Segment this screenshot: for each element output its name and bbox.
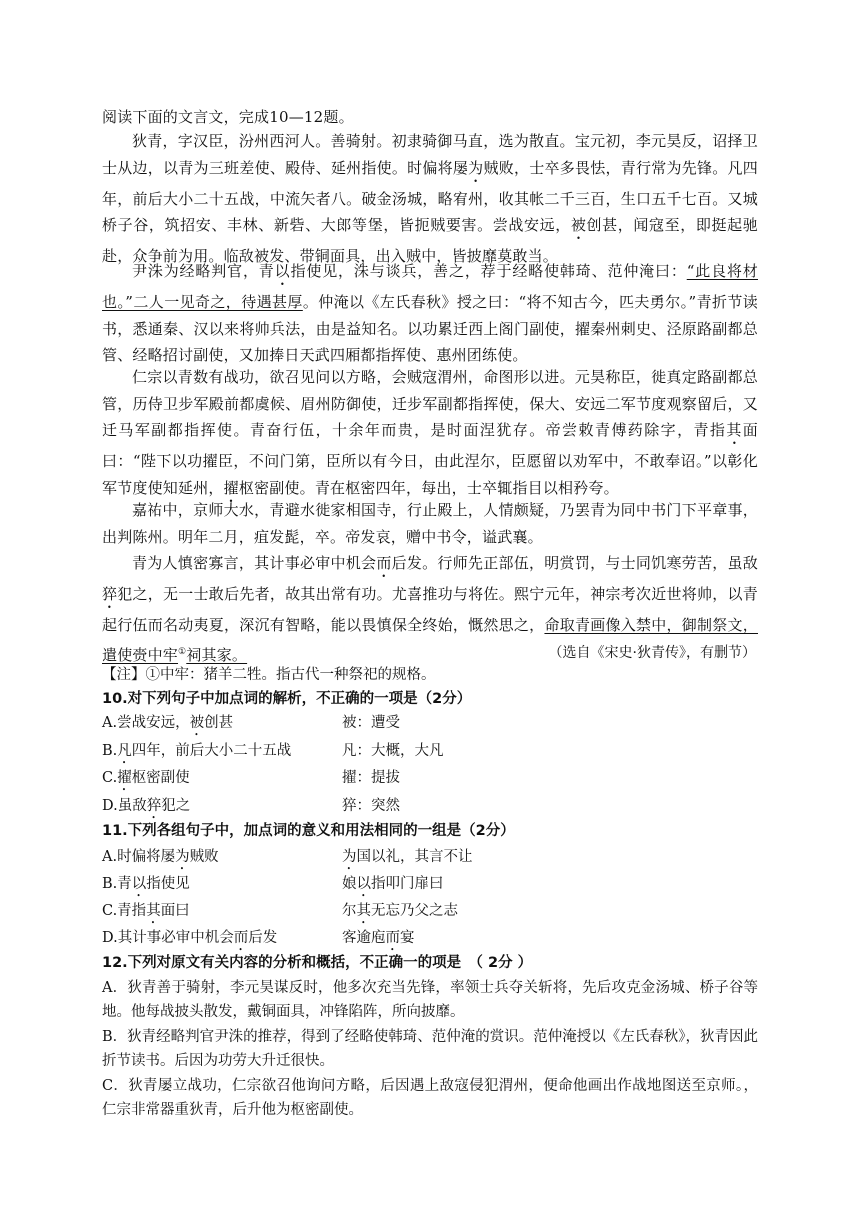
underlined-sentence: “此良将材也。”二人一见奇之，待遇甚厚 (102, 262, 758, 311)
underlined-sentence: 命取青画像入禁中，御制祭文，遣使赍中牢 (102, 616, 758, 664)
question-12-title: 12.下列对原文有关内容的分析和概括，不正确一的项是 （ 2分 ） (102, 955, 533, 971)
dotted-word: 其 (726, 421, 743, 439)
dotted-word: 为 (468, 158, 484, 177)
question-12-option-c[interactable]: C．狄青屡立战功，仁宗欲召他询问方略，后因遇上敌寇侵犯渭州，便命他画出作战地图送至京师。，仁宗非常器重狄青，后升他为枢密副使。 (102, 1078, 758, 1118)
question-10-title: 10.对下列句子中加点词的解析，不正确的一项是（2分） (102, 691, 472, 707)
dotted-word: 而 (376, 554, 392, 572)
question-10-option-c[interactable]: C.擢枢密副使 擢：提拔 (102, 770, 400, 786)
question-11-option-c[interactable]: C.青指其面曰 尔其无忘乃父之志 (102, 903, 458, 919)
source-citation: （选自《宋史·狄青传》，有删节） (548, 645, 756, 661)
question-10-option-b[interactable]: B.凡四年，前后大小二十五战 凡：大概，大凡 (102, 743, 444, 759)
dotted-word: 猝 (102, 585, 118, 603)
passage-paragraph-1: 狄青，字汉臣，汾州西河人。善骑射。初隶骑御马直，选为散直。宝元初，李元昊反，诏择卫士从边，以青为三班差使、殿侍、延州指使。时偏将屡为贼败，士卒多畏怯，青行常为先锋。凡四年，前后大小二十五战，中流矢者八。破金汤城，略宥州，收其帐二千三百，生口五千七百。又城桥子谷，筑招安、丰林、新砦、大郎等堡，皆扼贼要害。尝战安远，被创甚，闻寇至，即挺起驰赴，众争前为用。临敌被发、带铜面具，出入贼中，皆披靡莫敢当。 (102, 132, 759, 265)
question-12-option-b[interactable]: B．狄青经略判官尹洙的推荐，得到了经略使韩琦、范仲淹的赏识。范仲淹授以《左氏春秋》，狄青因此折节读书。后因为功劳大升迁很快。 (102, 1029, 758, 1069)
question-10-option-a[interactable]: A.尝战安远，被创甚 被：遭受 (102, 715, 400, 731)
question-11-option-d[interactable]: D.其计事必审中机会而后发 客逾庖而宴 (102, 930, 415, 946)
footnote: 【注】①中牢：猪羊二牲。指古代一种祭祀的规格。 (102, 667, 436, 683)
question-12-option-a[interactable]: A．狄青善于骑射，李元昊谋反时，他多次充当先锋，率领士兵夺关斩将，先后攻克金汤城、桥子谷等地。他每战披头散发，戴铜面具，冲锋陷阵，所向披靡。 (102, 980, 758, 1020)
question-11-option-a[interactable]: A.时偏将屡为贼败 为国以礼，其言不让 (102, 849, 473, 865)
dotted-word: 擢 (223, 478, 239, 497)
question-11-title: 11.下列各组句子中，加点词的意义和用法相同的一组是（2分） (102, 823, 515, 839)
passage-paragraph-3: 仁宗以青数有战功，欲召见问以方略，会贼寇渭州，命图形以进。元昊称臣，徙真定路副都总管，历侍卫步军殿前都虞候、眉州防御使，迁步军副都指挥使，保大、安远二军节度观察留后，又迁马军副都指挥使。青奋行伍，十余年而贵，是时面涅犹存。帝尝敕青傅药除字，青指其面曰：“陛下以功擢臣，不问门第，臣所以有今日，由此涅尔，臣愿留以劝军中，不敢奉诏。”以彰化军节度使知延州，擢枢密副使。青在枢密四年，每出，士卒辄指目以相矜夸。 (102, 368, 758, 497)
reading-instruction: 阅读下面的文言文，完成10—12题。 (102, 108, 354, 126)
question-11-option-b[interactable]: B.青以指使见 娘以指叩门扉曰 (102, 876, 444, 892)
question-10-option-d[interactable]: D.虽敌猝犯之 猝：突然 (102, 798, 400, 814)
passage-paragraph-5: 青为人慎密寡言，其计事必审中机会而后发。行师先正部伍，明赏罚，与士同饥寒劳苦，虽敌猝犯之，无一士敢后先者，故其出常有功。尤喜推功与将佐。熙宁元年，神宗考次近世将帅，以青起行伍而名动夷夏，深沉有智略，能以畏慎保全终始，慨然思之，命取青画像入禁中，御制祭文，遣使赍中牢①祠其家。 (102, 554, 759, 664)
dotted-word: 以 (274, 262, 291, 280)
passage-paragraph-4: 嘉祐中，京师大水，青避水徙家相国寺，行止殿上，人情颇疑，乃罢青为同中书门下平章事，出判陈州。明年二月，疽发髭，卒。帝发哀，赠中书令，谥武襄。 (102, 501, 758, 546)
dotted-word: 被 (570, 216, 587, 234)
passage-paragraph-2: 尹洙为经略判官，青以指使见，洙与谈兵，善之，荐于经略使韩琦、范仲淹曰：“此良将材也。”二人一见奇之，待遇甚厚。仲淹以《左氏春秋》授之曰：“将不知古今，匹夫勇尔。”青折节读书，悉通秦、汉以来将帅兵法，由是益知名。以功累迁西上阁门副使，擢秦州刺史、泾原路副都总管、经略招讨副使，又加捧日天武四厢都指挥使、惠州团练使。 (102, 262, 758, 364)
